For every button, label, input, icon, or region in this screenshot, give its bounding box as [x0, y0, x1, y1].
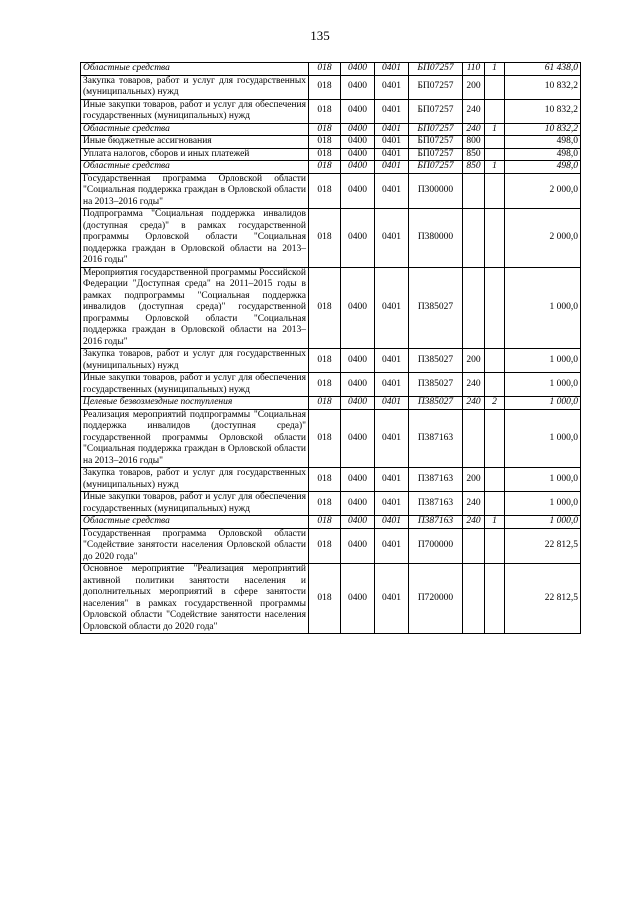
cell-amount: 498,0	[505, 161, 581, 174]
cell-code-4: П385027	[409, 397, 463, 410]
budget-table	[80, 62, 581, 634]
cell-code-6	[485, 173, 505, 209]
cell-code-3: 0401	[375, 161, 409, 174]
row-name: Иные бюджетные ассигнования	[81, 136, 309, 149]
cell-code-4: П380000	[409, 209, 463, 268]
cell-code-5	[463, 267, 485, 349]
cell-code-4: П385027	[409, 349, 463, 373]
cell-code-5: 240	[463, 123, 485, 136]
cell-code-5: 200	[463, 468, 485, 492]
page-number: 135	[310, 28, 330, 43]
cell-code-6	[485, 492, 505, 516]
table-row	[81, 397, 581, 410]
cell-code-6	[485, 528, 505, 564]
cell-code-2: 0400	[341, 267, 375, 349]
cell-code-6	[485, 349, 505, 373]
row-name: Областные средства	[81, 123, 309, 136]
cell-code-4: П385027	[409, 267, 463, 349]
cell-code-3: 0401	[375, 136, 409, 149]
cell-code-6: 1	[485, 161, 505, 174]
cell-amount: 1 000,0	[505, 492, 581, 516]
cell-code-5	[463, 209, 485, 268]
cell-code-2: 0400	[341, 528, 375, 564]
cell-code-2: 0400	[341, 209, 375, 268]
cell-code-3: 0401	[375, 349, 409, 373]
cell-code-2: 0400	[341, 397, 375, 410]
table-row	[81, 209, 581, 268]
cell-code-1: 018	[309, 468, 341, 492]
cell-code-5: 240	[463, 492, 485, 516]
cell-code-3: 0401	[375, 148, 409, 161]
cell-code-3: 0401	[375, 468, 409, 492]
cell-code-3: 0401	[375, 516, 409, 529]
cell-code-6: 1	[485, 63, 505, 76]
cell-amount: 498,0	[505, 148, 581, 161]
cell-code-1: 018	[309, 528, 341, 564]
table-row	[81, 136, 581, 149]
cell-code-2: 0400	[341, 349, 375, 373]
cell-code-1: 018	[309, 173, 341, 209]
cell-code-1: 018	[309, 123, 341, 136]
cell-amount: 22 812,5	[505, 528, 581, 564]
cell-code-3: 0401	[375, 267, 409, 349]
cell-code-4: БП07257	[409, 136, 463, 149]
row-name: Государственная программа Орловской области "Содействие занятости населения Орловской области до 2020 года"	[81, 528, 309, 564]
cell-code-2: 0400	[341, 161, 375, 174]
cell-code-2: 0400	[341, 564, 375, 634]
table-row	[81, 492, 581, 516]
cell-code-3: 0401	[375, 373, 409, 397]
cell-amount: 61 438,0	[505, 63, 581, 76]
cell-code-5: 240	[463, 99, 485, 123]
row-name: Областные средства	[81, 516, 309, 529]
cell-code-6	[485, 99, 505, 123]
row-name: Государственная программа Орловской области "Социальная поддержка граждан в Орловской области на 2013–2016 годы"	[81, 173, 309, 209]
cell-code-4: П387163	[409, 468, 463, 492]
cell-amount: 2 000,0	[505, 173, 581, 209]
cell-code-5: 200	[463, 75, 485, 99]
cell-code-1: 018	[309, 516, 341, 529]
cell-code-1: 018	[309, 492, 341, 516]
cell-amount: 1 000,0	[505, 373, 581, 397]
cell-code-1: 018	[309, 148, 341, 161]
cell-code-4: П300000	[409, 173, 463, 209]
cell-code-6	[485, 136, 505, 149]
cell-code-6: 1	[485, 516, 505, 529]
table-row	[81, 173, 581, 209]
cell-amount: 1 000,0	[505, 349, 581, 373]
cell-code-6: 2	[485, 397, 505, 410]
cell-code-1: 018	[309, 209, 341, 268]
cell-code-3: 0401	[375, 397, 409, 410]
cell-code-2: 0400	[341, 373, 375, 397]
cell-code-2: 0400	[341, 99, 375, 123]
cell-amount: 10 832,2	[505, 123, 581, 136]
row-name: Областные средства	[81, 63, 309, 76]
cell-code-1: 018	[309, 564, 341, 634]
cell-code-5	[463, 173, 485, 209]
cell-code-5: 850	[463, 148, 485, 161]
row-name: Закупка товаров, работ и услуг для государственных (муниципальных) нужд	[81, 75, 309, 99]
cell-code-3: 0401	[375, 528, 409, 564]
row-name: Мероприятия государственной программы Российской Федерации "Доступная среда" на 2011–2015 годы в рамках подпрограммы "Социальная поддержка инвалидов (доступная среда)" государственной программы Орловской области "Социальная поддержка граждан в Орловской области на 2013–2016 годы"	[81, 267, 309, 349]
table-row	[81, 349, 581, 373]
table-row	[81, 99, 581, 123]
cell-code-5: 200	[463, 349, 485, 373]
cell-code-1: 018	[309, 267, 341, 349]
cell-code-2: 0400	[341, 136, 375, 149]
table-row	[81, 373, 581, 397]
cell-code-2: 0400	[341, 148, 375, 161]
cell-code-1: 018	[309, 63, 341, 76]
cell-code-4: П387163	[409, 492, 463, 516]
row-name: Целевые безвозмездные поступления	[81, 397, 309, 410]
cell-code-2: 0400	[341, 63, 375, 76]
cell-amount: 1 000,0	[505, 267, 581, 349]
cell-code-4: БП07257	[409, 123, 463, 136]
table-row	[81, 148, 581, 161]
cell-code-5	[463, 409, 485, 468]
cell-code-2: 0400	[341, 173, 375, 209]
cell-code-6	[485, 267, 505, 349]
cell-amount: 498,0	[505, 136, 581, 149]
cell-code-3: 0401	[375, 173, 409, 209]
cell-code-3: 0401	[375, 99, 409, 123]
cell-code-4: БП07257	[409, 75, 463, 99]
cell-code-3: 0401	[375, 63, 409, 76]
cell-code-1: 018	[309, 75, 341, 99]
cell-code-1: 018	[309, 349, 341, 373]
cell-code-5: 110	[463, 63, 485, 76]
cell-code-5	[463, 528, 485, 564]
cell-code-4: БП07257	[409, 148, 463, 161]
cell-amount: 1 000,0	[505, 409, 581, 468]
cell-code-2: 0400	[341, 75, 375, 99]
cell-amount: 1 000,0	[505, 516, 581, 529]
cell-amount: 10 832,2	[505, 99, 581, 123]
row-name: Основное мероприятие "Реализация мероприятий активной политики занятости населения и дополнительных мероприятий в сфере занятости населения" в рамках государственной программы Орловской области "Содействие занятости населения Орловской области до 2020 года"	[81, 564, 309, 634]
cell-code-6: 1	[485, 123, 505, 136]
table-row	[81, 161, 581, 174]
table-row	[81, 75, 581, 99]
cell-code-5: 800	[463, 136, 485, 149]
row-name: Иные закупки товаров, работ и услуг для обеспечения государственных (муниципальных) нужд	[81, 492, 309, 516]
cell-code-4: П700000	[409, 528, 463, 564]
cell-code-4: П387163	[409, 516, 463, 529]
row-name: Уплата налогов, сборов и иных платежей	[81, 148, 309, 161]
cell-code-1: 018	[309, 136, 341, 149]
row-name: Иные закупки товаров, работ и услуг для обеспечения государственных (муниципальных) нужд	[81, 99, 309, 123]
table-row	[81, 564, 581, 634]
cell-code-5	[463, 564, 485, 634]
cell-amount: 1 000,0	[505, 468, 581, 492]
cell-code-1: 018	[309, 161, 341, 174]
cell-code-4: БП07257	[409, 63, 463, 76]
row-name: Подпрограмма "Социальная поддержка инвалидов (доступная среда)" в рамках государственной программы Орловской области "Социальная поддержка граждан в Орловской области на 2013–2016 годы"	[81, 209, 309, 268]
cell-code-3: 0401	[375, 409, 409, 468]
row-name: Реализация мероприятий подпрограммы "Социальная поддержка инвалидов (доступная среда)" государственной программы Орловской области "Социальная поддержка граждан в Орловской области на 2013–2016 годы"	[81, 409, 309, 468]
table-row	[81, 267, 581, 349]
cell-code-6	[485, 564, 505, 634]
cell-amount: 22 812,5	[505, 564, 581, 634]
cell-code-2: 0400	[341, 492, 375, 516]
table-row	[81, 123, 581, 136]
table-row	[81, 528, 581, 564]
cell-code-6	[485, 373, 505, 397]
table-row	[81, 409, 581, 468]
table-row	[81, 516, 581, 529]
cell-code-4: БП07257	[409, 161, 463, 174]
cell-amount: 1 000,0	[505, 397, 581, 410]
cell-code-5: 240	[463, 516, 485, 529]
cell-code-6	[485, 148, 505, 161]
cell-code-2: 0400	[341, 123, 375, 136]
cell-code-6	[485, 409, 505, 468]
cell-code-2: 0400	[341, 468, 375, 492]
cell-code-1: 018	[309, 99, 341, 123]
row-name: Закупка товаров, работ и услуг для государственных (муниципальных) нужд	[81, 468, 309, 492]
cell-amount: 10 832,2	[505, 75, 581, 99]
cell-code-3: 0401	[375, 209, 409, 268]
row-name: Закупка товаров, работ и услуг для государственных (муниципальных) нужд	[81, 349, 309, 373]
cell-code-5: 240	[463, 373, 485, 397]
cell-code-1: 018	[309, 409, 341, 468]
row-name: Иные закупки товаров, работ и услуг для обеспечения государственных (муниципальных) нужд	[81, 373, 309, 397]
cell-amount: 2 000,0	[505, 209, 581, 268]
cell-code-1: 018	[309, 373, 341, 397]
cell-code-1: 018	[309, 397, 341, 410]
cell-code-4: БП07257	[409, 99, 463, 123]
cell-code-2: 0400	[341, 409, 375, 468]
cell-code-3: 0401	[375, 123, 409, 136]
cell-code-4: П387163	[409, 409, 463, 468]
cell-code-5: 850	[463, 161, 485, 174]
cell-code-6	[485, 468, 505, 492]
cell-code-2: 0400	[341, 516, 375, 529]
table-row	[81, 63, 581, 76]
cell-code-5: 240	[463, 397, 485, 410]
cell-code-6	[485, 75, 505, 99]
cell-code-4: П720000	[409, 564, 463, 634]
cell-code-4: П385027	[409, 373, 463, 397]
row-name: Областные средства	[81, 161, 309, 174]
cell-code-3: 0401	[375, 75, 409, 99]
cell-code-3: 0401	[375, 564, 409, 634]
cell-code-3: 0401	[375, 492, 409, 516]
table-row	[81, 468, 581, 492]
cell-code-6	[485, 209, 505, 268]
